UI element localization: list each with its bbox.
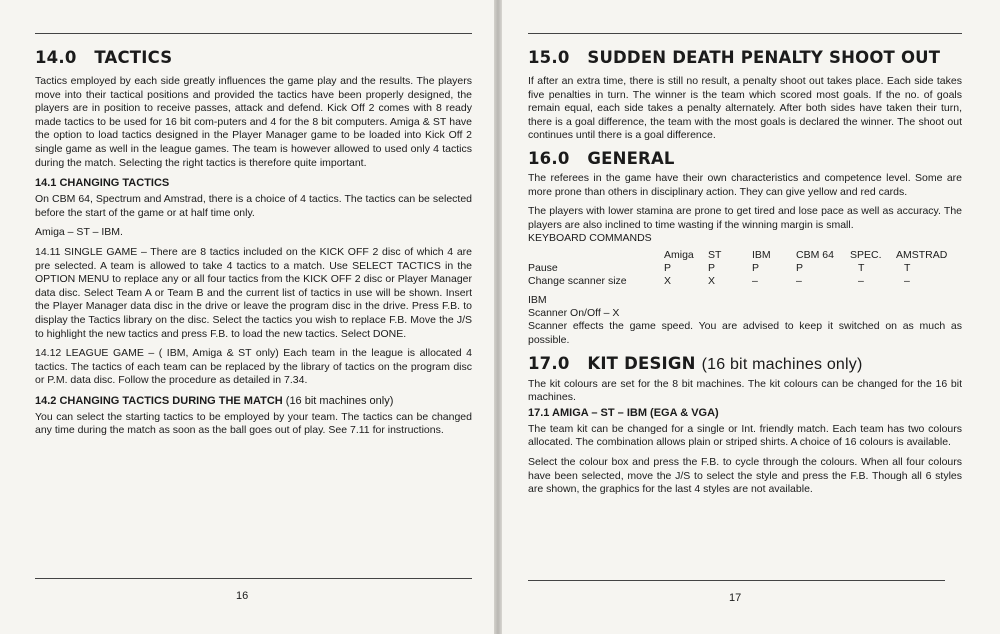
heading-14-2-note: (16 bit machines only): [285, 394, 394, 407]
kb-row-pause: [528, 262, 953, 275]
kb-cell: X: [708, 275, 716, 288]
kb-cell: Pause: [528, 262, 558, 275]
paragraph-14-12: 14.12 LEAGUE GAME – ( IBM, Amiga & ST only) Each team in the league is allocated 4 tactics. The tactics of each team can be replaced by the library of tactics on the program disc or P.M. data disc. Follow the procedure as detailed in 7.34.: [35, 347, 472, 387]
kb-col-st: ST: [708, 249, 722, 262]
paragraph-15: If after an extra time, there is still no result, a penalty shoot out takes place. Each side takes five penalties in turn. The winner is the team which scored most goals. If the no. of goals remain equal, each side takes a penalty alternately. After both sides have taken their turn, there is a goal difference, the team with the most goals is declared the winner. The shoot out continues until there is a goal difference.: [528, 75, 962, 142]
heading-17-1: 17.1 AMIGA – ST – IBM (EGA & VGA): [528, 406, 719, 419]
heading-15: [528, 48, 962, 67]
paragraph-14-11: 14.11 SINGLE GAME – There are 8 tactics included on the KICK OFF 2 disc of which 4 are pre selected. A team is allowed to take 4 tactics to a match. Use SELECT TACTICS in the OPTION MENU to replace any or all four tactics from the KICK OFF 2 disc or Player Manager data disc. Select Team A or Team B and the current list of tactics in use will be shown. Insert the Player Manager data disc in the drive or leave the program disc in the drive. Press F.B. to display the Tactics library on the disc. Select the tactics you wish to replace F.B. Move the J/S to highlight the new tactics and press F.B. to load the new tactics. Select DONE.: [35, 245, 472, 340]
heading-17: [528, 354, 962, 374]
heading-15-number: 15.0: [528, 48, 570, 67]
kb-cell: P: [752, 262, 760, 275]
right-page-number: 17: [729, 592, 742, 604]
heading-16: [528, 149, 962, 168]
heading-16-title: GENERAL: [587, 148, 675, 168]
paragraph-17-1b: Select the colour box and press the F.B. to cycle through the colours. When all four colours have been selected, move the J/S to select the style and press the F.B. Though all 6 styles are shown, the graphics for the last 4 styles are not available.: [528, 455, 962, 496]
heading-14-number: 14.0: [35, 48, 77, 67]
paragraph-scanner: Scanner effects the game speed. You are advised to keep it switched on as much as possible.: [528, 320, 962, 346]
kb-header-row: [528, 249, 953, 262]
paragraph-16a: The referees in the game have their own characteristics and competence level. Some are more prone than others in disciplinary action. They can give yellow and red cards.: [528, 171, 962, 198]
keyboard-commands-table: [528, 249, 953, 288]
kb-cell: T: [904, 262, 911, 275]
ibm-label: IBM: [528, 294, 547, 307]
heading-16-number: 16.0: [528, 148, 570, 168]
kb-col-spec: SPEC.: [850, 249, 882, 262]
keyboard-commands-heading: KEYBOARD COMMANDS: [528, 232, 652, 245]
kb-row-scanner-size: [528, 275, 953, 288]
paragraph-17-1a: The team kit can be changed for a single or Int. friendly match. Each team has two colours allocated. The combination allows plain or striped shirts. A choice of 16 colours is available.: [528, 422, 962, 449]
right-footer-rule: [528, 580, 945, 581]
heading-14: [35, 48, 472, 67]
kb-cell: –: [858, 275, 864, 288]
tactics-intro: Tactics employed by each side greatly influences the game play and the results. The players move into their tactical positions and provided the tactics have been properly designed, the players are in position to receive passes, attack and defend. Kick Off 2 comes with 8 ready made tactics to be used for 16 bit com-puters and 4 for the 8 bit computers. Amiga & ST have the option to load tactics designed in the Player Manager game to be loaded into Kick Off 2 single game as well in the league games. The team is however allowed to used only 4 tactics during the match. Selecting the right tactics is therefore quite important.: [35, 75, 472, 169]
scanner-toggle-line: Scanner On/Off – X: [528, 307, 620, 320]
paragraph-17: The kit colours are set for the 8 bit machines. The kit colours can be changed for the 16 bit machines.: [528, 377, 962, 404]
paragraph-14-1: On CBM 64, Spectrum and Amstrad, there is a choice of 4 tactics. The tactics can be selected before the start of the game or at half time only.: [35, 193, 472, 219]
kb-col-action: [528, 249, 664, 262]
book-gutter: [494, 0, 502, 634]
kb-cell: P: [664, 262, 672, 275]
heading-17-number: 17.0: [528, 353, 570, 373]
kb-cell: Change scanner size: [528, 275, 627, 288]
right-top-rule: [528, 33, 962, 34]
kb-col-cbm64: CBM 64: [796, 249, 834, 262]
heading-14-2: [35, 395, 472, 407]
kb-col-amiga: Amiga: [664, 249, 694, 262]
paragraph-amiga-st-ibm: Amiga – ST – IBM.: [35, 226, 123, 239]
left-page: [0, 0, 494, 634]
left-top-rule: [35, 33, 472, 34]
heading-14-title: TACTICS: [94, 48, 173, 67]
kb-cell: P: [796, 262, 804, 275]
right-page: [502, 0, 1000, 634]
kb-cell: T: [858, 262, 865, 275]
heading-17-note: (16 bit machines only): [701, 355, 863, 373]
kb-cell: –: [796, 275, 802, 288]
heading-15-title: SUDDEN DEATH PENALTY SHOOT OUT: [587, 48, 941, 67]
heading-17-title: KIT DESIGN: [587, 353, 696, 373]
kb-col-amstrad: AMSTRAD: [896, 249, 948, 262]
heading-14-1: 14.1 CHANGING TACTICS: [35, 177, 170, 190]
kb-cell: P: [708, 262, 716, 275]
kb-cell: –: [904, 275, 910, 288]
paragraph-14-2: You can select the starting tactics to be employed by your team. The tactics can be changed any time during the match as soon as the ball goes out of play. See 7.11 for instructions.: [35, 410, 472, 437]
kb-col-ibm: IBM: [752, 249, 771, 262]
heading-14-2-title: 14.2 CHANGING TACTICS DURING THE MATCH: [35, 394, 283, 407]
kb-cell: –: [752, 275, 758, 288]
left-page-number: 16: [236, 590, 249, 602]
kb-cell: X: [664, 275, 672, 288]
left-footer-rule: [35, 578, 472, 579]
paragraph-16b: The players with lower stamina are prone to get tired and lose pace as well as accuracy. The players are also inclined to time wasting if the winning margin is small.: [528, 205, 962, 231]
